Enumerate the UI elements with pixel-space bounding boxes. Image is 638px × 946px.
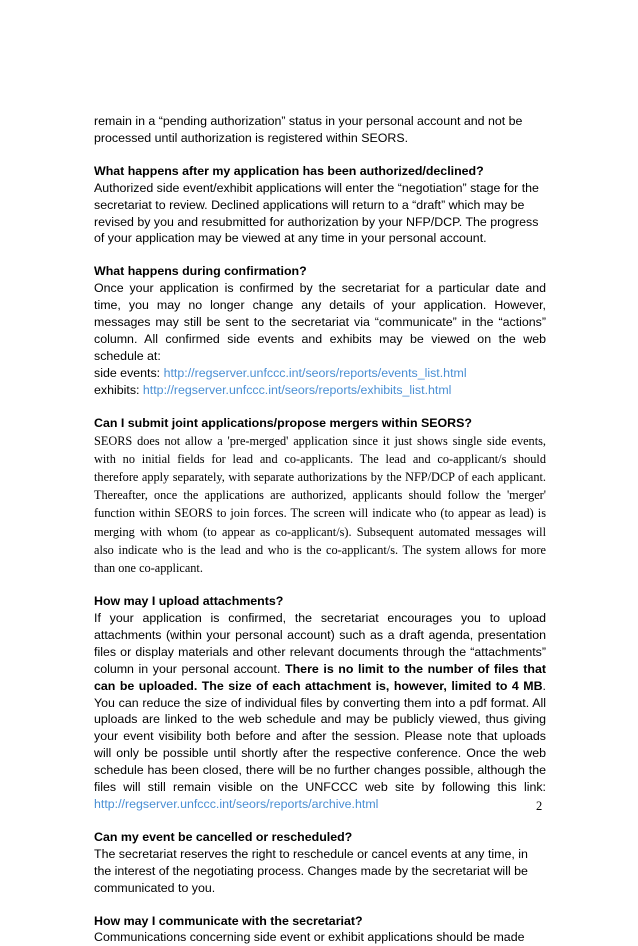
paragraph-communicate: Communications concerning side event or exhibit applications should be made (94, 930, 525, 945)
paragraph-confirmation: Once your application is confirmed by the secretariat for a particular date and time, you may no longer change any details of your application. However, messages may still be sent to the secretariat via “communicate” in the “actions” column. All confirmed side events and exhibits may be viewed on the web schedule at: (94, 281, 546, 363)
paragraph-authorized: Authorized side event/exhibit applications will enter the “negotiation” stage for the secretariat to review. Declined applications will return to a “draft” which may be revised by you and resubmitted for authorization by your NFP/DCP. The progress of your application may be viewed at any time in your personal account. (94, 180, 539, 246)
page-number: 2 (536, 799, 543, 813)
heading-confirmation: What happens during confirmation? (94, 264, 307, 279)
paragraph-cancel: The secretariat reserves the right to reschedule or cancel events at any time, in the interest of the negotiating process. Changes made by the secretariat will be communicated to you. (94, 846, 528, 895)
page-content (94, 113, 546, 946)
heading-communicate: How may I communicate with the secretariat? (94, 913, 363, 928)
heading-authorized: What happens after my application has been authorized/declined? (94, 163, 484, 178)
side-events-label: side events: (94, 365, 164, 380)
attachments-text-after: . You can reduce the size of individual files by converting them into a pdf format. All uploads are linked to the web schedule and may be publicly viewed, thus giving your event visibility both before and after the session. Please note that uploads will only be possible until shortly after the respective conference. Once the web schedule has been closed, there will be no further changes possible, although the files will still remain visible on the UNFCCC web site by following this link: (94, 678, 546, 795)
side-events-line (94, 365, 546, 382)
heading-cancel: Can my event be cancelled or rescheduled? (94, 829, 353, 844)
archive-link[interactable]: http://regserver.unfccc.int/seors/reports/archive.html (94, 797, 379, 811)
exhibits-label: exhibits: (94, 382, 143, 397)
paragraph-attachments (94, 610, 546, 813)
side-events-link[interactable]: http://regserver.unfccc.int/seors/reports/events_list.html (163, 365, 467, 380)
paragraph-joint: SEORS does not allow a 'pre-merged' application since it just shows single side events, with no initial fields for lead and co-applicants. The lead and co-applicant/s should therefore apply separately, with separate authorizations by the NFP/DCP of each applicant. Thereafter, once the applications are authorized, applicants should follow the 'merger' function within SEORS to join forces. The screen will indicate who (to appear as lead) is merging with whom (to appear as co-applicant/s). Subsequent automated messages will also indicate who is the lead and who is the co-applicant/s. The system allows for more than one co-applicant. (94, 433, 546, 575)
heading-attachments: How may I upload attachments? (94, 594, 284, 609)
attachments-text-before: If your application is confirmed, the secretariat encourages you to upload attachments (within your personal account) such as a draft agenda, presentation files or display materials and other relevant documents through the “attachments” column in your personal account. (94, 611, 546, 676)
heading-joint: Can I submit joint applications/propose mergers within SEORS? (94, 415, 472, 430)
intro-paragraph: remain in a “pending authorization” status in your personal account and not be processed until authorization is registered within SEORS. (94, 114, 523, 145)
exhibits-line (94, 382, 546, 399)
exhibits-link[interactable]: http://regserver.unfccc.int/seors/reports/exhibits_list.html (142, 382, 452, 397)
attachments-text-bold: There is no limit to the number of files that can be uploaded. The size of each attachment is, however, limited to 4 MB (94, 661, 546, 693)
